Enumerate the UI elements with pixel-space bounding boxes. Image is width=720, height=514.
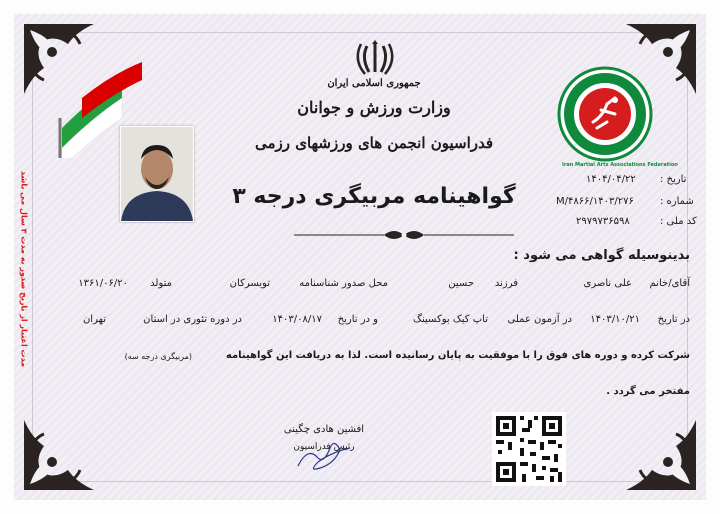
certificate-title: گواهینامه مربیگری درجه ۳ — [232, 184, 516, 209]
exam-date: ۱۴۰۳/۱۰/۲۱ — [590, 314, 640, 325]
completion-text: شرکت کرده و دوره های فوق را با موفقیت به پایان رسانیده است. لذا به دریافت این گواهینامه — [225, 350, 690, 361]
signer-role: رئیس فدراسیون — [293, 442, 355, 452]
holder-photo — [120, 126, 194, 222]
federation-logo-text: Iran Martial Arts Associations Federation — [562, 162, 678, 168]
date-label: تاریخ : — [660, 174, 687, 185]
theory-prefix: و در تاریخ — [337, 314, 378, 325]
national-code-label: کد ملی : — [660, 216, 697, 227]
signature-scribble-icon — [294, 432, 354, 472]
validity-note — [16, 164, 32, 374]
exam-text: در آزمون عملی — [507, 314, 572, 325]
issue-place-value: تویسرکان — [229, 278, 270, 289]
date-value: ۱۴۰۴/۰۴/۲۲ — [586, 174, 636, 185]
corner-ornament-bottom-left — [24, 400, 114, 490]
name-value: علی ناصری — [583, 278, 632, 289]
intro-text: بدینوسیله گواهی می شود : — [513, 248, 690, 263]
birth-label: متولد — [150, 278, 172, 289]
birth-value: ۱۳۶۱/۰۶/۲۰ — [78, 278, 128, 289]
completion-note: (مربیگری درجه سه) — [124, 352, 192, 361]
theory-date: ۱۴۰۳/۰۸/۱۷ — [272, 314, 322, 325]
validity-note-text: مدت اعتبار از تاریخ صدور به مدت ۳ سال می باشد — [19, 170, 29, 368]
ministry-label: وزارت ورزش و جوانان — [297, 98, 451, 117]
discipline: تاپ کیک بوکسینگ — [413, 314, 488, 325]
issue-place-label: محل صدور شناسنامه — [299, 278, 388, 289]
father-label: فرزند — [494, 278, 518, 289]
federation-label: فدراسیون انجمن های ورزشهای رزمی — [254, 134, 494, 152]
province: تهران — [82, 314, 106, 325]
signer-name: افشین هادی چگینی — [283, 424, 365, 435]
federation-logo-icon — [557, 66, 653, 162]
exam-date-prefix: در تاریخ — [657, 314, 690, 325]
iran-emblem-icon — [353, 38, 397, 78]
number-value: ۱۴۰۳/۲۷۶/M/۴۸۶۶ — [556, 196, 634, 207]
number-label: شماره : — [660, 196, 694, 207]
divider-ornament — [294, 228, 514, 242]
theory-text: در دوره تئوری در استان — [143, 314, 242, 325]
closing-text: مفتخر می گردد . — [606, 386, 690, 397]
republic-label: جمهوری اسلامی ایران — [327, 78, 421, 89]
name-label: آقای/خانم — [649, 278, 690, 289]
qr-code-icon — [492, 412, 566, 486]
father-value: حسین — [448, 278, 474, 289]
corner-ornament-bottom-right — [606, 400, 696, 490]
national-code-value: ۲۹۷۹۷۳۶۵۹۸ — [576, 216, 630, 227]
